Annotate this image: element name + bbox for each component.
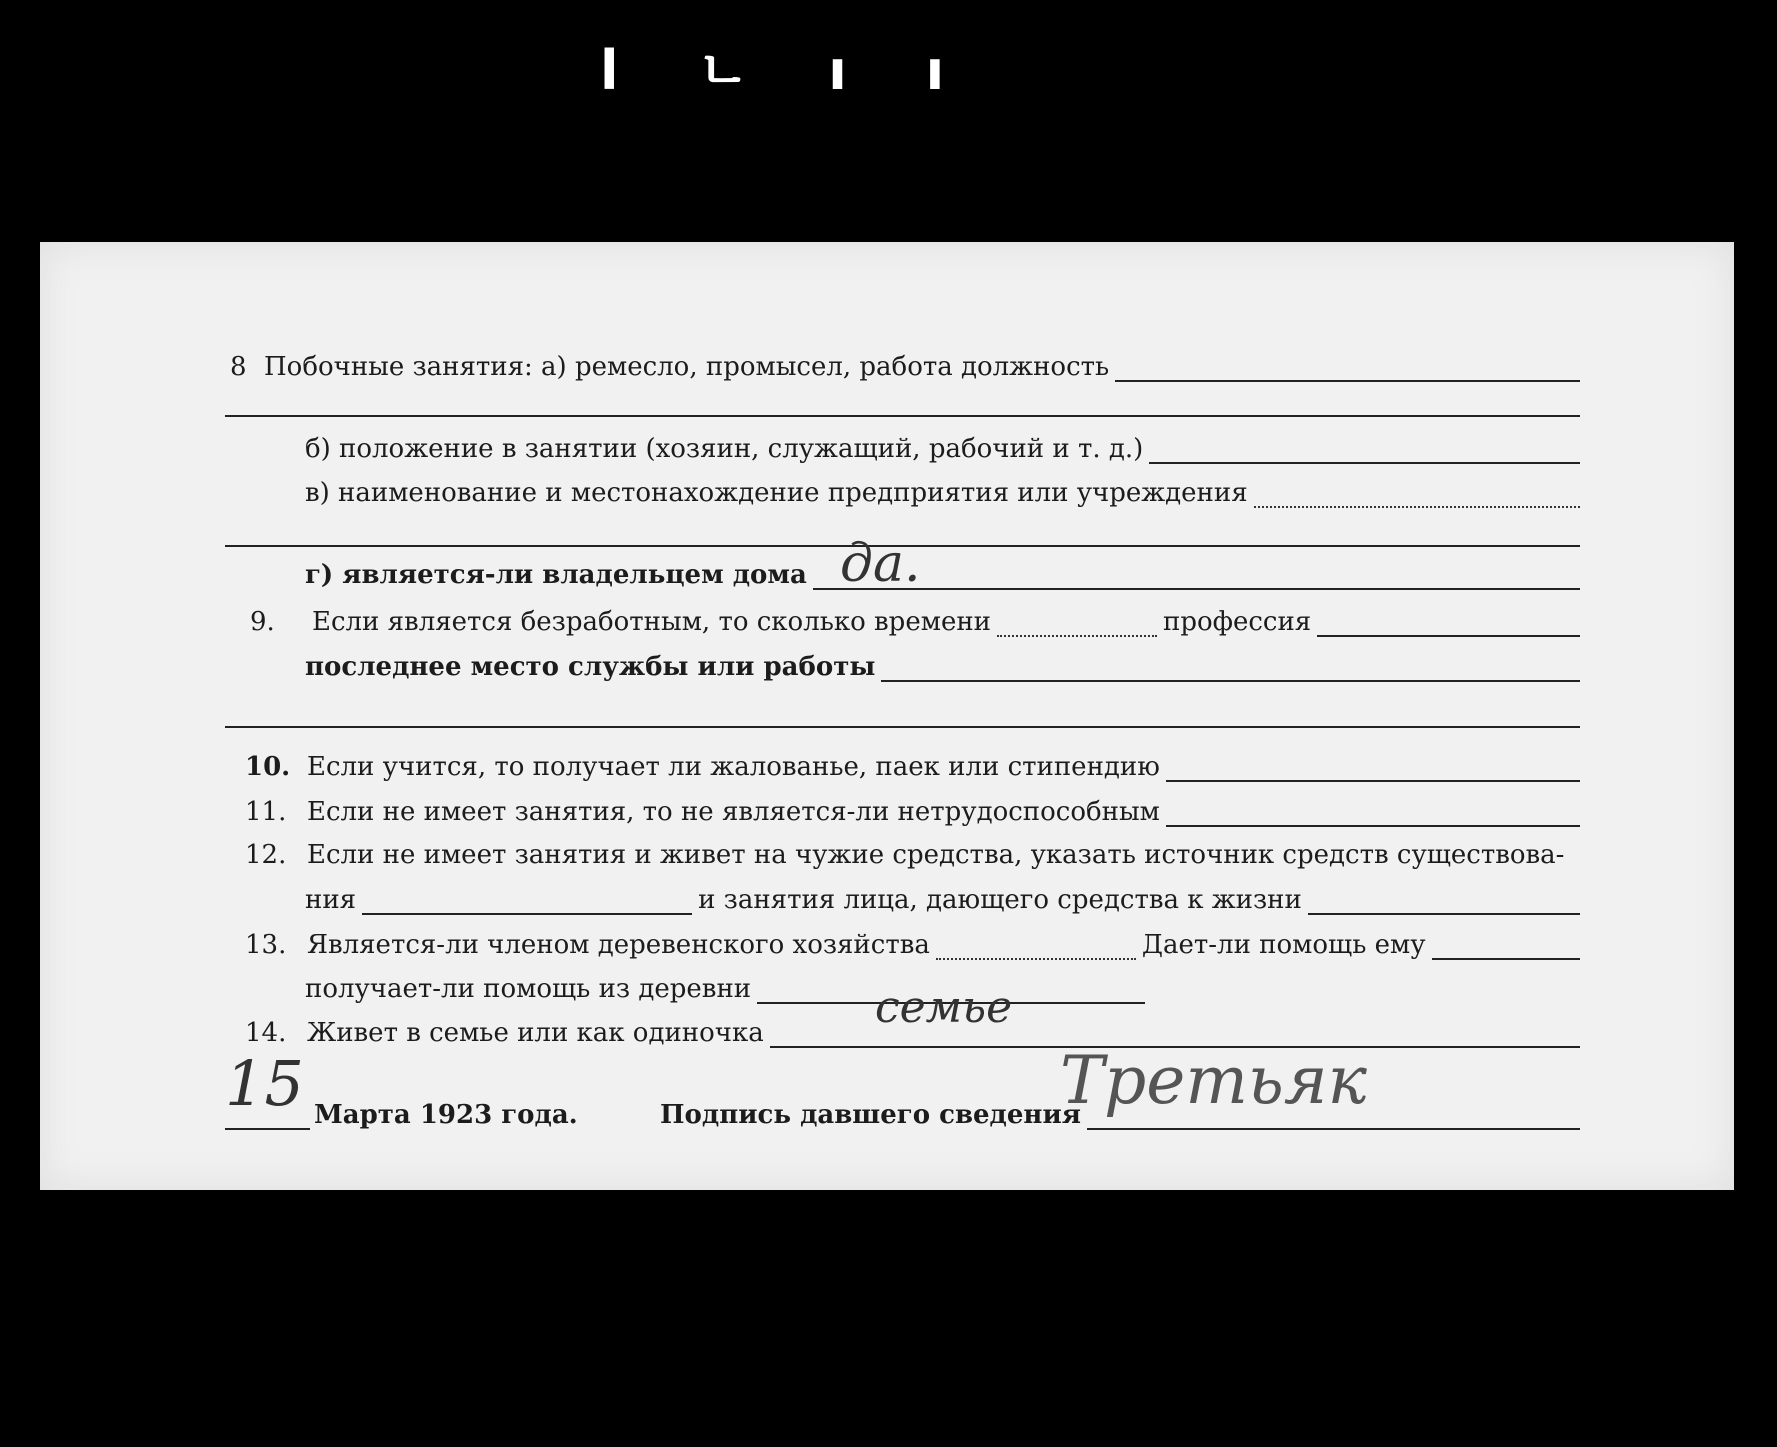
- q9-last-place-label: последнее место службы или работы: [305, 652, 876, 682]
- q14-handwritten-answer: семье: [875, 982, 1013, 1033]
- q9-profession-label: профессия: [1162, 607, 1312, 637]
- q13-member-field[interactable]: [936, 938, 1136, 960]
- q9-continuation-line: [225, 726, 1580, 728]
- q13-receives-row: [305, 974, 1145, 1004]
- q8-g-row: [305, 560, 1580, 590]
- q11-row: [245, 797, 1580, 827]
- q8-g-handwritten-answer: да.: [840, 534, 921, 594]
- footer-day-field[interactable]: [225, 1106, 310, 1130]
- footer-date-text: Марта 1923 года.: [314, 1100, 578, 1130]
- q10-label: Если учится, то получает ли жалованье, паек или стипендию: [307, 752, 1160, 782]
- signature-label: Подпись давшего сведения: [660, 1100, 1081, 1130]
- q8-a-row: [230, 352, 1580, 382]
- q8-a-field[interactable]: [1115, 360, 1580, 382]
- q8-b-row: [305, 434, 1580, 464]
- q9-last-place-row: [305, 652, 1580, 682]
- q8-b-label: б) положение в занятии (хозяин, служащий, рабочий и т. д.): [305, 434, 1144, 464]
- q14-label: Живет в семье или как одиночка: [307, 1018, 764, 1048]
- q10-number: 10.: [245, 752, 291, 782]
- footer-date-row: [225, 1100, 635, 1130]
- q12-number: 12.: [245, 840, 287, 870]
- q12-occupation-field[interactable]: [1308, 893, 1580, 915]
- q8-a-label: Побочные занятия: а) ремесло, промысел, работа должность: [264, 352, 1110, 382]
- q12-cont-row: [305, 885, 1580, 915]
- archive-marks: ⅼ ㄴ ı ı: [600, 39, 975, 102]
- q9-label: Если является безработным, то сколько времени: [312, 607, 991, 637]
- q12-row: [245, 840, 1580, 870]
- q10-field[interactable]: [1166, 760, 1580, 782]
- footer-handwritten-day: 15: [225, 1047, 304, 1120]
- q9-row: [250, 607, 1580, 637]
- questionnaire-card: [40, 242, 1734, 1190]
- q9-last-place-field[interactable]: [881, 660, 1580, 682]
- q13-number: 13.: [245, 930, 287, 960]
- q13-help-field[interactable]: [1432, 938, 1580, 960]
- q10-row: [245, 752, 1580, 782]
- q12-cont1-label: ния: [305, 885, 357, 915]
- q12-label: Если не имеет занятия и живет на чужие средства, указать источник средств существова-: [307, 840, 1565, 870]
- q14-number: 14.: [245, 1018, 287, 1048]
- q8-v-field[interactable]: [1254, 486, 1580, 508]
- q12-cont2-label: и занятия лица, дающего средства к жизни: [698, 885, 1302, 915]
- q8-v-row: [305, 478, 1580, 508]
- q13-receives-label: получает-ли помощь из деревни: [305, 974, 752, 1004]
- q13-label: Является-ли членом деревенского хозяйства: [307, 930, 930, 960]
- q8-number: 8: [230, 352, 247, 382]
- q8-b-field[interactable]: [1149, 442, 1580, 464]
- q8-g-label: г) является-ли владельцем дома: [305, 560, 807, 590]
- q11-label: Если не имеет занятия, то не является-ли нетрудоспособным: [307, 797, 1160, 827]
- q8-v-label: в) наименование и местонахождение предприятия или учреждения: [305, 478, 1248, 508]
- q9-profession-field[interactable]: [1317, 615, 1580, 637]
- q12-source-field[interactable]: [362, 893, 692, 915]
- q13-help-label: Дает-ли помощь ему: [1141, 930, 1426, 960]
- q8-g-field[interactable]: [813, 568, 1580, 590]
- q9-duration-field[interactable]: [997, 615, 1157, 637]
- q9-number: 9.: [250, 607, 275, 637]
- q8-a-continuation-line: [225, 415, 1580, 417]
- q11-number: 11.: [245, 797, 287, 827]
- handwritten-signature: Третьяк: [1060, 1042, 1367, 1119]
- q13-row: [245, 930, 1580, 960]
- q11-field[interactable]: [1166, 805, 1580, 827]
